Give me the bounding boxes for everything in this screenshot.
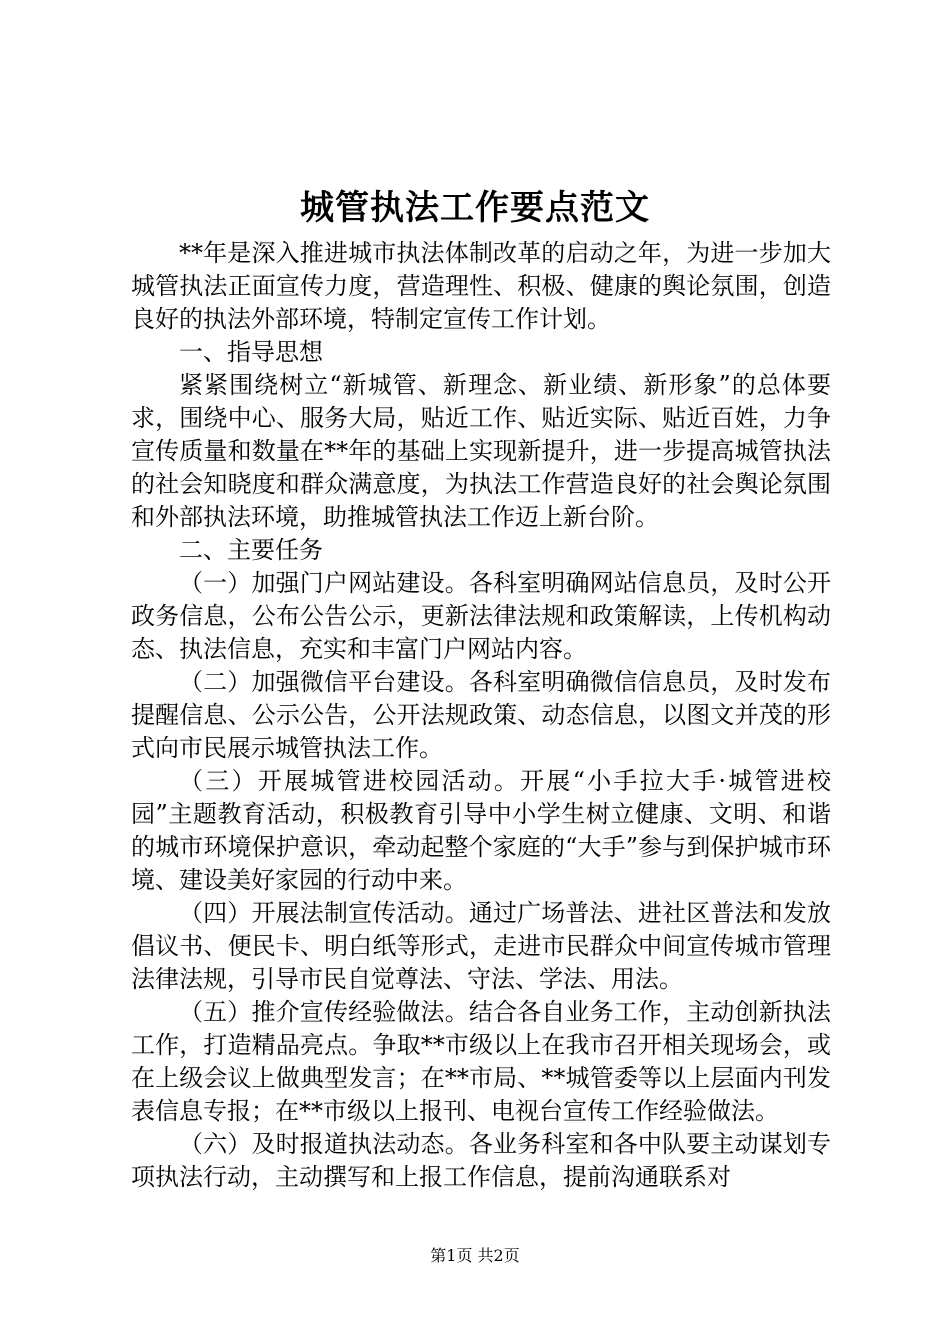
guiding-ideology-paragraph: 紧紧围绕树立“新城管、新理念、新业绩、新形象”的总体要求，围绕中心、服务大局，贴近工作、贴近实际、贴近百姓，力争宣传质量和数量在**年的基础上实现新提升，进一步提高城管执法的社会知晓度和群众满意度，为执法工作营造良好的社会舆论氛围和外部执法环境，助推城管执法工作迈上新台阶。 [131, 371, 831, 531]
task-paragraph-5: （五）推介宣传经验做法。结合各自业务工作，主动创新执法工作，打造精品亮点。争取**市级以上在我市召开相关现场会，或在上级会议上做典型发言；在**市局、**城管委等以上层面内刊发表信息专报；在**市级以上报刊、电视台宣传工作经验做法。 [131, 998, 831, 1125]
task-paragraph-6: （六）及时报道执法动态。各业务科室和各中队要主动谋划专项执法行动，主动撰写和上报工作信息，提前沟通联系对 [131, 1130, 831, 1191]
intro-paragraph: **年是深入推进城市执法体制改革的启动之年，为进一步加大城管执法正面宣传力度，营造理性、积极、健康的舆论氛围，创造良好的执法外部环境，特制定宣传工作计划。 [131, 239, 831, 333]
task-paragraph-3: （三）开展城管进校园活动。开展“小手拉大手·城管进校园”主题教育活动，积极教育引导中小学生树立健康、文明、和谐的城市环境保护意识，牵动起整个家庭的“大手”参与到保护城市环境、建设美好家园的行动中来。 [131, 767, 831, 894]
document-title: 城管执法工作要点范文 [300, 188, 650, 228]
section-heading-main-tasks: 二、主要任务 [179, 536, 323, 564]
document-body [131, 237, 831, 1194]
task-paragraph-1: （一）加强门户网站建设。各科室明确网站信息员，及时公开政务信息，公布公告公示，更新法律法规和政策解读，上传机构动态、执法信息，充实和丰富门户网站内容。 [131, 569, 831, 663]
task-paragraph-2: （二）加强微信平台建设。各科室明确微信信息员，及时发布提醒信息、公示公告，公开法规政策、动态信息，以图文并茂的形式向市民展示城管执法工作。 [131, 668, 831, 762]
section-heading-guiding-ideology: 一、指导思想 [179, 338, 323, 366]
task-paragraph-4: （四）开展法制宣传活动。通过广场普法、进社区普法和发放倡议书、便民卡、明白纸等形式，走进市民群众中间宣传城市管理法律法规，引导市民自觉尊法、守法、学法、用法。 [131, 899, 831, 993]
page-number-footer: 第1页 共2页 [430, 1246, 520, 1265]
